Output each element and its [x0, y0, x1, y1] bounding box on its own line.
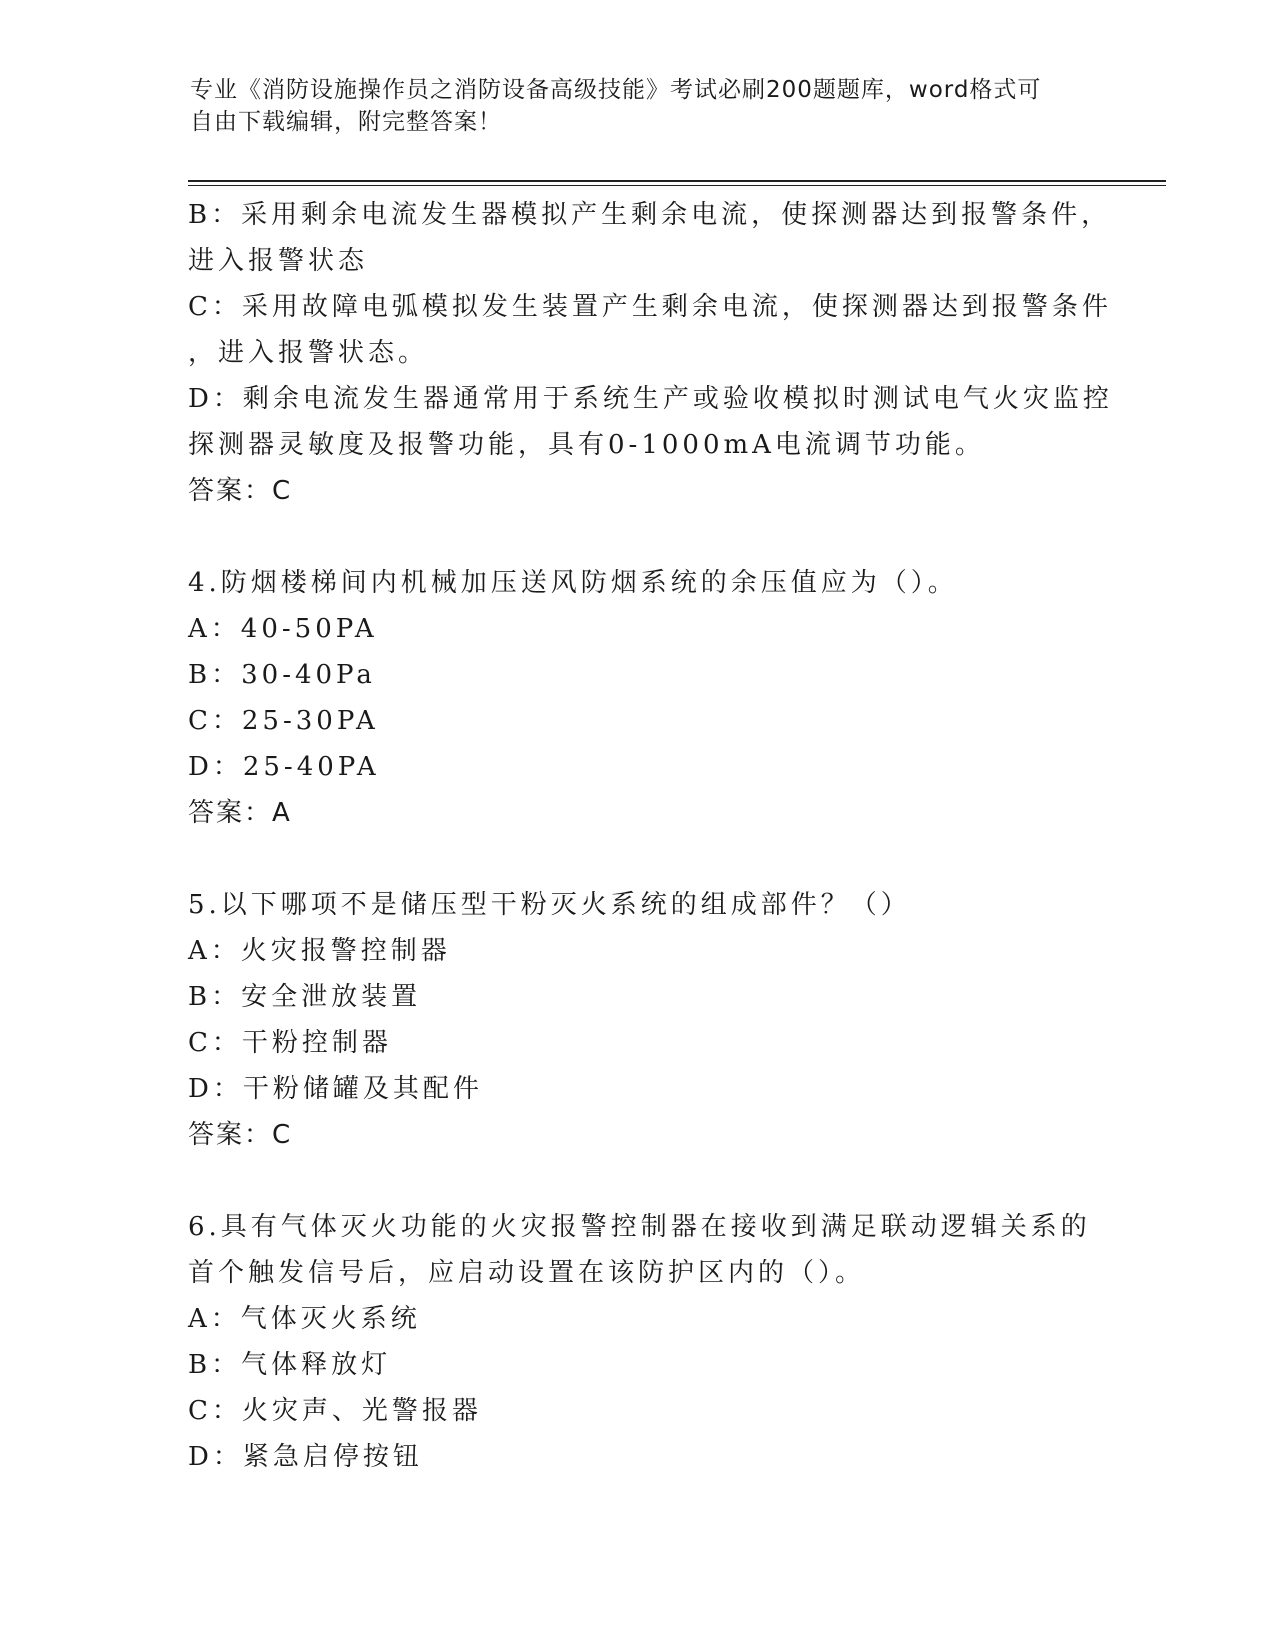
- option-d-line-2: 探测器灵敏度及报警功能，具有0-1000mA电流调节功能。: [188, 430, 985, 460]
- option-c: C：干粉控制器: [188, 1028, 392, 1058]
- question-text: 4.防烟楼梯间内机械加压送风防烟系统的余压值应为（）。: [188, 568, 958, 598]
- option-a: A：气体灭火系统: [188, 1304, 421, 1334]
- spacer: [188, 1158, 1088, 1204]
- option-b: B：气体释放灯: [188, 1350, 392, 1380]
- header-divider-thin: [188, 185, 1166, 186]
- question-6-block: [188, 1204, 1091, 1480]
- spacer: [188, 836, 1088, 882]
- document-header: [190, 74, 1090, 138]
- option-c: C：25-30PA: [188, 706, 379, 736]
- question-text: 5.以下哪项不是储压型干粉灭火系统的组成部件？（）: [188, 890, 911, 920]
- option-c: C：火灾声、光警报器: [188, 1396, 482, 1426]
- answer-line: 答案：C: [188, 1120, 293, 1150]
- answer-line: 答案：C: [188, 476, 293, 506]
- option-b: B：安全泄放装置: [188, 982, 422, 1012]
- option-c-line-2: ，进入报警状态。: [188, 338, 429, 368]
- option-a: A：火灾报警控制器: [188, 936, 451, 966]
- header-line-2: 自由下载编辑，附完整答案！: [190, 109, 502, 135]
- option-d: D：紧急启停按钮: [188, 1442, 423, 1472]
- question-text-line-2: 首个触发信号后，应启动设置在该防护区内的（）。: [188, 1258, 866, 1288]
- question-content: [188, 192, 1113, 1480]
- option-a: A：40-50PA: [188, 614, 378, 644]
- spacer: [188, 514, 1088, 560]
- question-5-block: [188, 882, 1088, 1158]
- option-d-line-1: D：剩余电流发生器通常用于系统生产或验收模拟时测试电气火灾监控: [188, 384, 1113, 414]
- answer-line: 答案：A: [188, 798, 292, 828]
- option-b-line-2: 进入报警状态: [188, 246, 369, 276]
- header-divider-thick: [188, 180, 1166, 182]
- question-4-block: [188, 560, 1088, 836]
- question-3-block: [188, 192, 1113, 514]
- option-c-line-1: C：采用故障电弧模拟发生装置产生剩余电流，使探测器达到报警条件: [188, 292, 1112, 322]
- question-text-line-1: 6.具有气体灭火功能的火灾报警控制器在接收到满足联动逻辑关系的: [188, 1212, 1091, 1242]
- option-b: B：30-40Pa: [188, 660, 376, 690]
- option-d: D：25-40PA: [188, 752, 380, 782]
- header-line-1: 专业《消防设施操作员之消防设备高级技能》考试必刷200题题库，word格式可: [190, 77, 1042, 103]
- option-d: D：干粉储罐及其配件: [188, 1074, 483, 1104]
- option-b-line-1: B：采用剩余电流发生器模拟产生剩余电流，使探测器达到报警条件，: [188, 200, 1112, 230]
